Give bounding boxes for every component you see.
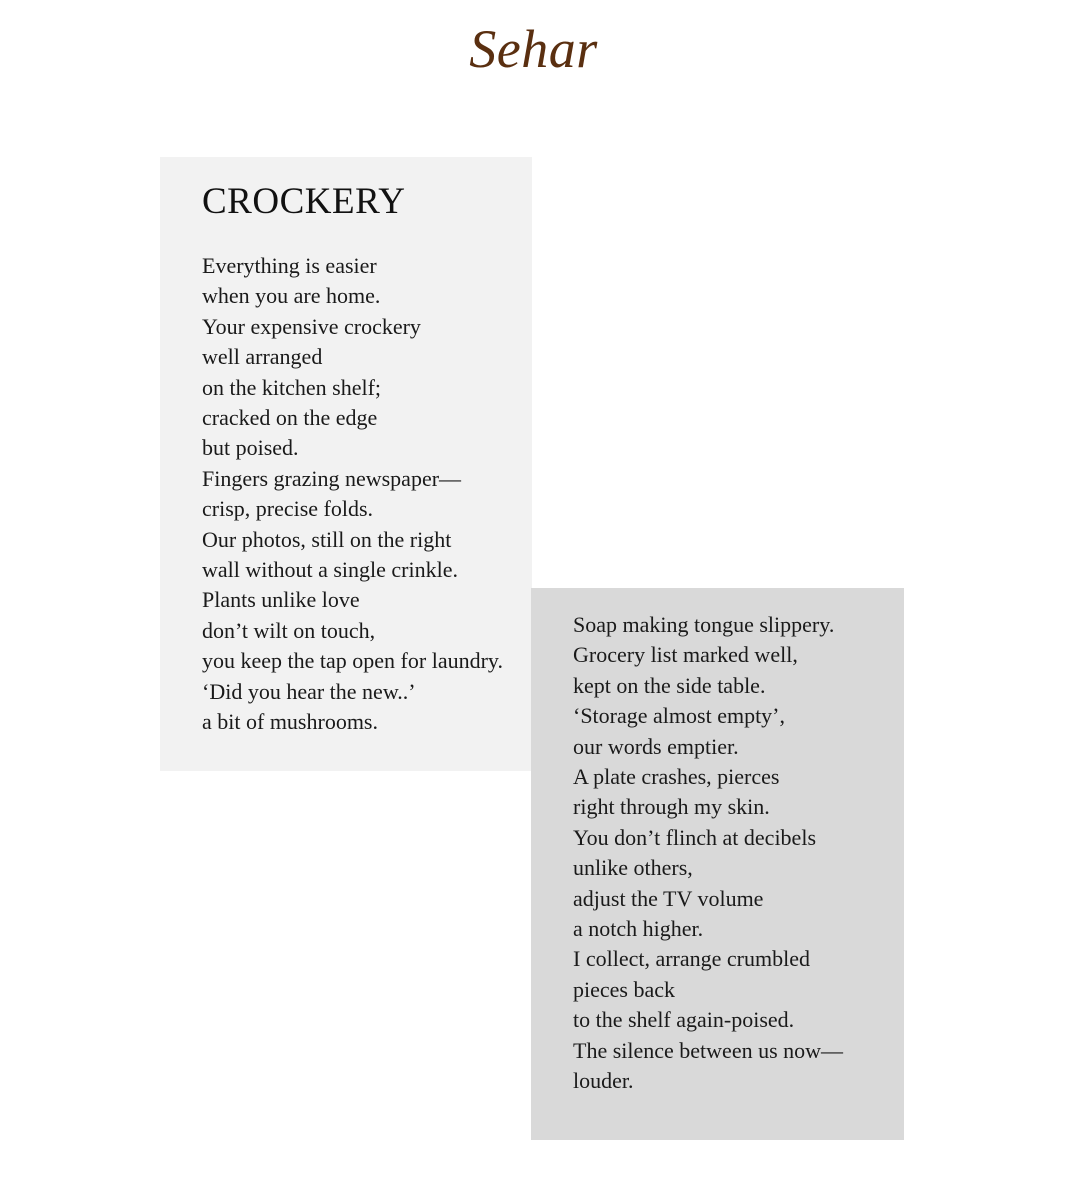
poem-line: Plants unlike love	[202, 587, 360, 613]
poem-line: unlike others,	[573, 855, 693, 881]
poem-line: ‘Did you hear the new..’	[202, 678, 416, 704]
poem-line: kept on the side table.	[573, 672, 766, 698]
poem-line: louder.	[573, 1068, 634, 1094]
poem-line: to the shelf again-poised.	[573, 1007, 795, 1033]
poem-line: a notch higher.	[573, 916, 704, 942]
poem-stanza-left	[202, 251, 503, 738]
poem-line: a bit of mushrooms.	[202, 709, 378, 735]
poem-line: but poised.	[202, 435, 299, 461]
poem-line: you keep the tap open for laundry.	[202, 648, 503, 674]
poem-line: Your expensive crockery	[202, 313, 421, 339]
poem-line: I collect, arrange crumbled	[573, 946, 810, 972]
poem-line: Grocery list marked well,	[573, 642, 798, 668]
poem-line: right through my skin.	[573, 794, 770, 820]
poem-line: cracked on the edge	[202, 405, 378, 431]
poem-line: Everything is easier	[202, 253, 377, 278]
poem-line: You don’t flinch at decibels	[573, 824, 816, 850]
poem-line: wall without a single crinkle.	[202, 557, 458, 583]
poem-line: well arranged	[202, 344, 323, 370]
poem-title: CROCKERY	[202, 181, 406, 222]
poem-stanza-right	[573, 610, 843, 1097]
poem-line: The silence between us now—	[573, 1037, 844, 1063]
poem-line: A plate crashes, pierces	[573, 764, 780, 790]
poem-line: Fingers grazing newspaper—	[202, 465, 462, 491]
poem-line: Soap making tongue slippery.	[573, 612, 835, 637]
poem-line: don’t wilt on touch,	[202, 617, 376, 643]
poem-line: adjust the TV volume	[573, 885, 764, 911]
poem-line: pieces back	[573, 976, 675, 1002]
poem-line: Our photos, still on the right	[202, 526, 452, 552]
brand-logo: Sehar	[469, 19, 598, 79]
poem-line: on the kitchen shelf;	[202, 374, 382, 400]
poem-line: crisp, precise folds.	[202, 496, 374, 522]
poem-line: ‘Storage almost empty’,	[573, 703, 786, 729]
poem-line: when you are home.	[202, 283, 381, 309]
poem-line: our words emptier.	[573, 733, 739, 759]
